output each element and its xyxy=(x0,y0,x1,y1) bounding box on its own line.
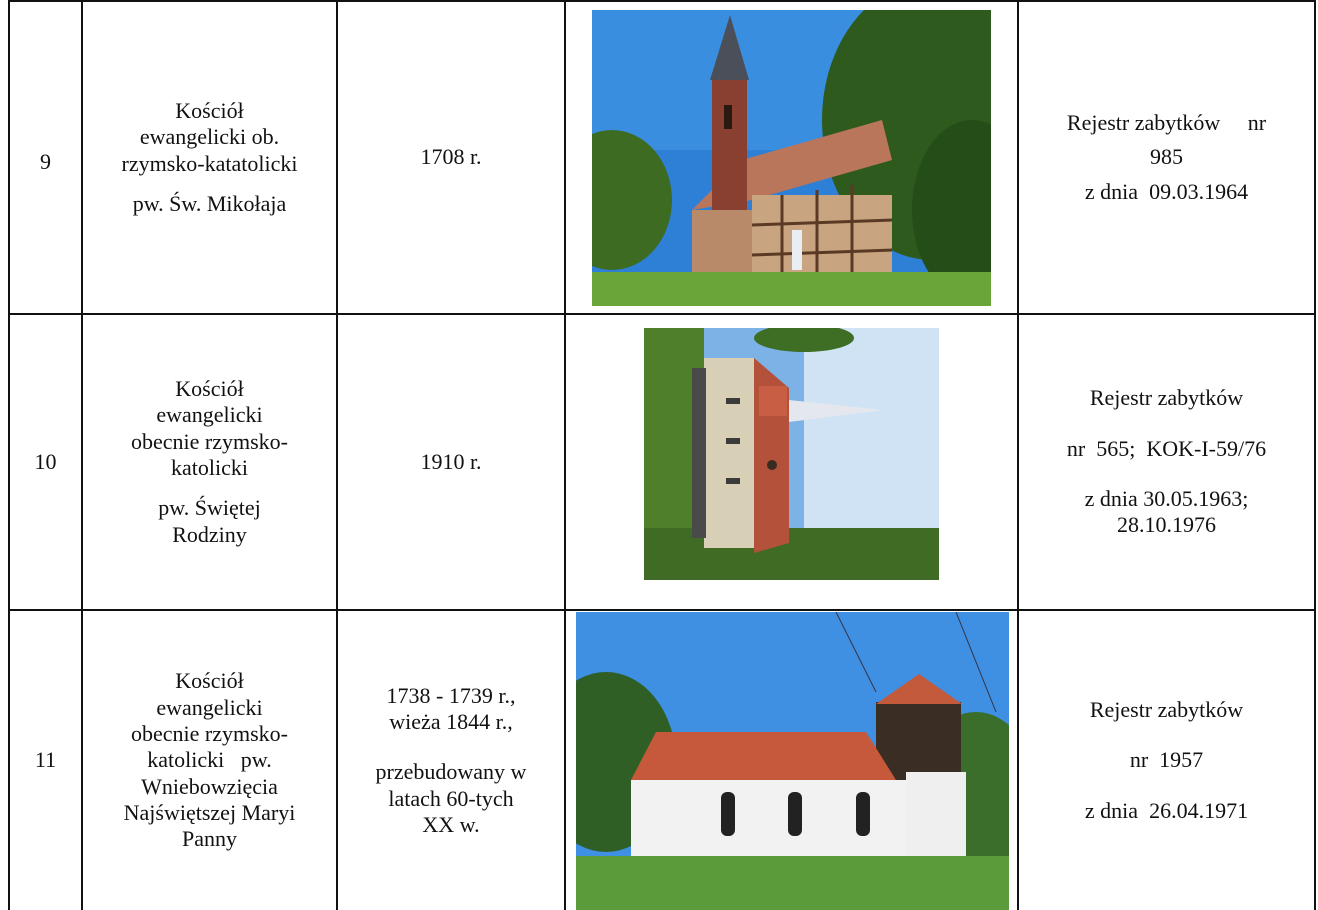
row-number: 10 xyxy=(34,448,57,474)
table-border-right xyxy=(1314,0,1316,910)
registry-entry: Rejestr zabytków nr 1957 z dnia 26.04.1971 xyxy=(1084,696,1249,823)
registry-entry: Rejestr zabytków nr 565; KOK-I-59/76 z dnia 30.05.1963; 28.10.1976 xyxy=(1066,385,1267,538)
construction-date: 1738 - 1739 r., wieża 1844 r., przebudowany w latach 60-tych XX w. xyxy=(375,682,527,838)
registry-entry: Rejestr zabytków nr 985 z dnia 09.03.1964 xyxy=(1066,109,1267,204)
monument-name: Kościół ewangelicki obecnie rzymsko- katolicki pw. Świętej Rodziny xyxy=(131,375,288,547)
church-photo xyxy=(576,612,1009,910)
construction-date: 1708 r. xyxy=(420,144,482,170)
table-divider-col3 xyxy=(564,0,566,910)
monument-name: Kościół ewangelicki ob. rzymsko-katatolicki pw. Św. Mikołaja xyxy=(121,97,298,216)
church-photo xyxy=(644,328,939,580)
church-photo xyxy=(592,10,991,306)
monument-name: Kościół ewangelicki obecnie rzymsko- katolicki pw. Wniebowzięcia Najświętszej Maryi Panny xyxy=(123,668,296,852)
construction-date: 1910 r. xyxy=(420,448,482,474)
row-number: 9 xyxy=(40,149,51,175)
row-number: 11 xyxy=(34,747,57,773)
